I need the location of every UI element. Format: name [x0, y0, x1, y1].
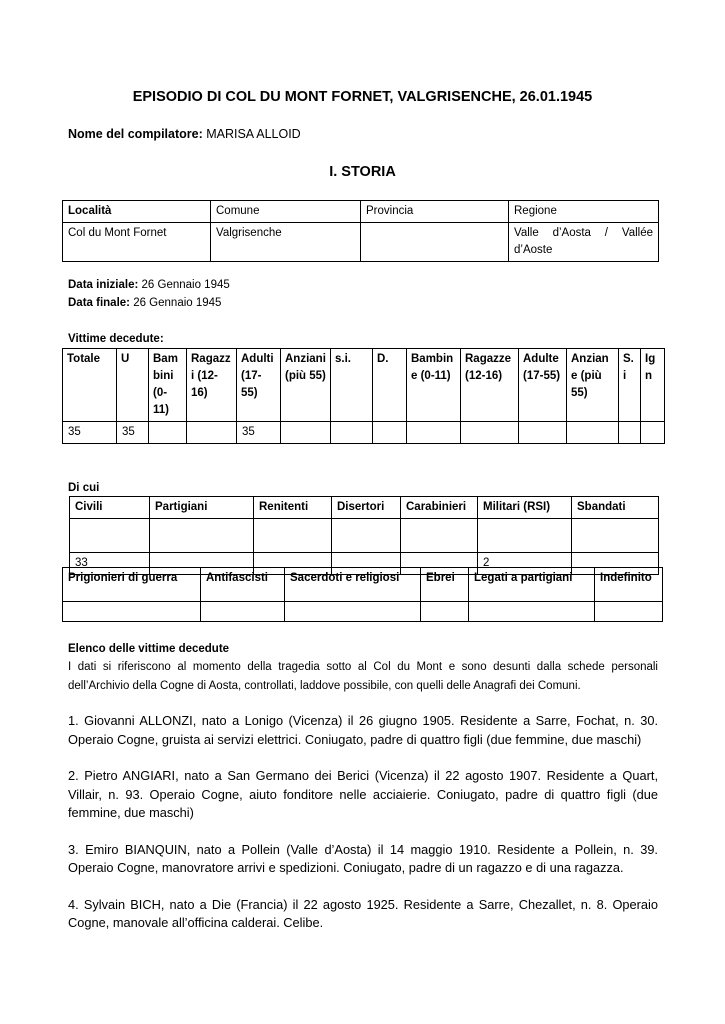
cell-militari-rsi: 2: [478, 553, 572, 575]
cell-regione: Valle d’Aosta / Vallée d’Aoste: [509, 223, 659, 262]
victims-table: [62, 348, 665, 444]
header-prigionieri: Prigionieri di guerra: [63, 568, 201, 602]
header-militari-rsi: Militari (RSI): [478, 497, 572, 519]
end-date-label: Data finale:: [68, 297, 130, 309]
header-carabinieri: Carabinieri: [401, 497, 478, 519]
header-si-d: S. i: [619, 349, 641, 422]
end-date-value: 26 Gennaio 1945: [130, 297, 222, 309]
cell-localita: Col du Mont Fornet: [63, 223, 211, 262]
cell-provincia: [361, 223, 509, 262]
section-heading: I. STORIA: [329, 164, 396, 180]
header-civili: Civili: [70, 497, 150, 519]
header-d: D.: [373, 349, 407, 422]
cell-bambini: [149, 422, 187, 444]
victims-data-row: [63, 422, 665, 444]
header-ragazze: Ragazze (12-16): [461, 349, 519, 422]
breakdown-header-row: [70, 497, 659, 519]
header-localita: Località: [63, 201, 211, 223]
header-bambini: Bambini (0-11): [149, 349, 187, 422]
location-header-row: [63, 201, 659, 223]
list-item: 3. Emiro BIANQUIN, nato a Pollein (Valle d’Aosta) il 14 maggio 1910. Residente a Pollein, n. 39. Operaio Cogne, manovratore arrivi e spedizioni. Coniugato, padre di un ragazzo e di una ragazza.: [68, 841, 658, 875]
breakdown-spacer-row: [70, 519, 659, 553]
cell-comune: Valgrisenche: [211, 223, 361, 262]
list-item: 2. Pietro ANGIARI, nato a San Germano dei Berici (Vicenza) il 22 agosto 1907. Residente a Quart, Villair, n. 93. Operaio Cogne, aiuto fonditore nelle acciaierie. Coniugato, padre di quattro figli (due femmine, due maschi): [68, 768, 658, 820]
cell-totale: 35: [63, 422, 117, 444]
header-renitenti: Renitenti: [254, 497, 332, 519]
cell-legati-partigiani: [469, 602, 595, 622]
cell-ign: [641, 422, 665, 444]
header-antifascisti: Antifascisti: [201, 568, 285, 602]
cell-adulte: [519, 422, 567, 444]
compiler-label: Nome del compilatore:: [68, 127, 203, 141]
start-date-value: 26 Gennaio 1945: [138, 279, 230, 291]
cell-adulti: 35: [237, 422, 281, 444]
header-indefinito: Indefinito: [595, 568, 663, 602]
header-anziane: Anziane (più 55): [567, 349, 619, 422]
document-title: EPISODIO DI COL DU MONT FORNET, VALGRISENCHE, 26.01.1945: [132, 89, 593, 105]
cell-anziani: [281, 422, 331, 444]
cell-sacerdoti: [285, 602, 421, 622]
cell-ragazze: [461, 422, 519, 444]
compiler-value: MARISA ALLOID: [202, 127, 301, 141]
header-disertori: Disertori: [332, 497, 401, 519]
header-sbandati: Sbandati: [572, 497, 659, 519]
header-provincia: Provincia: [361, 201, 509, 223]
other-categories-table: [62, 567, 663, 622]
header-totale: Totale: [63, 349, 117, 422]
victims-list-intro: I dati si riferiscono al momento della tragedia sotto al Col du Mont e sono desunti dalla schede personali dell’Archivio della Cogne di Aosta, controllati, laddove possibile, con quelli delle Anagrafi dei Comuni.: [68, 661, 658, 692]
cell-d: [373, 422, 407, 444]
other-categories-data-row: [63, 602, 663, 622]
victims-header-row: [63, 349, 665, 422]
compiler-line: [68, 127, 301, 141]
end-date-line: [68, 295, 230, 311]
header-bambine: Bambine (0-11): [407, 349, 461, 422]
list-item: 1. Giovanni ALLONZI, nato a Lonigo (Vicenza) il 26 giugno 1905. Residente a Sarre, Fochat, n. 30. Operaio Cogne, gruista ai servizi elettrici. Coniugato, padre di quattro figli (due femmine, due maschi): [68, 713, 658, 747]
breakdown-table: [69, 496, 659, 575]
cell-anziane: [567, 422, 619, 444]
victims-table-label: Vittime decedute:: [68, 333, 164, 345]
cell-prigionieri: [63, 602, 201, 622]
other-categories-header-row: [63, 568, 663, 602]
cell-indefinito: [595, 602, 663, 622]
header-adulti: Adulti (17-55): [237, 349, 281, 422]
header-ign: Ign: [641, 349, 665, 422]
start-date-label: Data iniziale:: [68, 279, 139, 291]
header-partigiani: Partigiani: [150, 497, 254, 519]
header-sacerdoti: Sacerdoti e religiosi: [285, 568, 421, 602]
cell-antifascisti: [201, 602, 285, 622]
cell-u: 35: [117, 422, 149, 444]
cell-bambine: [407, 422, 461, 444]
cell-si-u: [331, 422, 373, 444]
header-ragazzi: Ragazzi (12-16): [187, 349, 237, 422]
cell-ragazzi: [187, 422, 237, 444]
header-si-u: s.i.: [331, 349, 373, 422]
cell-civili: 33: [70, 553, 150, 575]
location-table: [62, 200, 659, 262]
cell-si-d: [619, 422, 641, 444]
header-ebrei: Ebrei: [421, 568, 469, 602]
location-data-row: [63, 223, 659, 262]
header-anziani: Anziani (più 55): [281, 349, 331, 422]
list-item: 4. Sylvain BICH, nato a Die (Francia) il 22 agosto 1925. Residente a Sarre, Chezallet, n. 8. Operaio Cogne, manovale all’officina calderai. Celibe.: [68, 896, 658, 930]
header-adulte: Adulte (17-55): [519, 349, 567, 422]
victims-list-heading: Elenco delle vittime decedute: [68, 643, 230, 655]
victims-list: [68, 712, 658, 951]
breakdown-label: Di cui: [68, 482, 100, 494]
cell-ebrei: [421, 602, 469, 622]
dates-block: [68, 277, 230, 311]
start-date-line: [68, 277, 230, 293]
header-u: U: [117, 349, 149, 422]
header-comune: Comune: [211, 201, 361, 223]
header-regione: Regione: [509, 201, 659, 223]
header-legati-partigiani: Legati a partigiani: [469, 568, 595, 602]
